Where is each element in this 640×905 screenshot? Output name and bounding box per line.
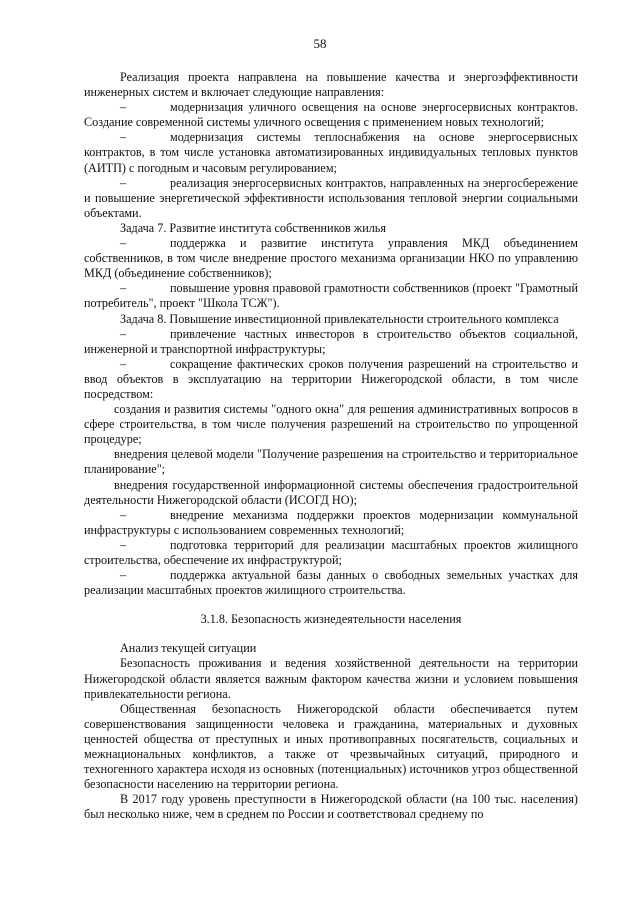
paragraph-text: привлечение частных инвесторов в строительство объектов социальной, инженерной и транспортной инфраструктуры;	[84, 326, 578, 356]
list-item	[84, 176, 578, 221]
paragraph-text: внедрения целевой модели "Получение разрешения на строительство и территориальное планирование";	[84, 447, 578, 477]
list-item	[84, 568, 578, 598]
list-item	[84, 236, 578, 281]
list-item	[84, 538, 578, 568]
list-item	[84, 100, 578, 130]
list-dash: –	[120, 130, 127, 145]
paragraph-text: модернизация системы теплоснабжения на основе энергосервисных контрактов, в том числе установка автоматизированных индивидуальных тепловых пунктов (АИТП) с погодным и часовым регулированием;	[84, 130, 578, 175]
paragraph-text: Реализация проекта направлена на повышение качества и энергоэффективности инженерных систем и включает следующие направления:	[84, 70, 578, 100]
list-dash: –	[120, 236, 127, 251]
paragraph-text: Задача 7. Развитие института собственников жилья	[120, 220, 386, 235]
list-dash: –	[120, 537, 127, 552]
paragraph-text: создания и развития системы "одного окна" для решения административных вопросов в сфере строительства, в том числе получения разрешений на строительство по упрощенной процедуре;	[84, 402, 578, 447]
paragraph-text: поддержка и развитие института управления МКД объединением собственников, в том числе внедрение простого механизма организации НКО по управлению МКД (объединение собственников);	[84, 236, 578, 281]
paragraph	[84, 792, 578, 822]
paragraph-text: модернизация уличного освещения на основе энергосервисных контрактов. Создание современной системы уличного освещения с применением новых технологий;	[84, 100, 578, 130]
list-item	[84, 357, 578, 402]
list-dash: –	[120, 326, 127, 341]
list-dash: –	[120, 175, 127, 190]
list-item	[84, 508, 578, 538]
paragraph-text: Анализ текущей ситуации	[120, 641, 257, 656]
list-dash: –	[120, 356, 127, 371]
list-dash: –	[120, 281, 127, 296]
page-number: 58	[313, 36, 327, 51]
body-text	[84, 70, 578, 823]
paragraph	[84, 70, 578, 100]
paragraph	[84, 478, 578, 508]
paragraph	[84, 402, 578, 447]
paragraph	[84, 447, 578, 477]
paragraph-text: 3.1.8. Безопасность жизнедеятельности населения	[200, 612, 462, 627]
paragraph	[84, 312, 578, 327]
paragraph-text: В 2017 году уровень преступности в Нижегородской области (на 100 тыс. населения) был несколько ниже, чем в среднем по России и соответствовал среднему по	[84, 792, 578, 822]
section-heading	[84, 612, 578, 627]
paragraph-text: внедрение механизма поддержки проектов модернизации коммунальной инфраструктуры с использованием современных технологий;	[84, 507, 578, 537]
list-dash: –	[120, 100, 127, 115]
paragraph-text: подготовка территорий для реализации масштабных проектов жилищного строительства, обеспечение их инфраструктурой;	[84, 537, 578, 567]
paragraph-text: поддержка актуальной базы данных о свободных земельных участках для реализации масштабных проектов жилищного строительства.	[84, 568, 578, 598]
paragraph	[84, 221, 578, 236]
paragraph-text: Общественная безопасность Нижегородской области обеспечивается путем совершенствования защищенности человека и гражданина, материальных и духовных ценностей общества от преступных и иных противоправных посягательств, социальных и межнациональных конфликтов, а также от чрезвычайных ситуаций, природного и техногенного характера исходя из основных (потенциальных) источников угроз общественной безопасности населению на территории региона.	[84, 701, 578, 792]
list-dash: –	[120, 568, 127, 583]
paragraph-text: реализация энергосервисных контрактов, направленных на энергосбережение и повышение энергетической эффективности использования тепловой энергии социальными объектами.	[84, 175, 578, 220]
list-item	[84, 327, 578, 357]
paragraph-text: Безопасность проживания и ведения хозяйственной деятельности на территории Нижегородской области является важным фактором качества жизни и условием повышения привлекательности региона.	[84, 656, 578, 701]
paragraph	[84, 702, 578, 793]
subsection-heading	[84, 641, 578, 656]
paragraph-text: повышение уровня правовой грамотности собственников (проект "Грамотный потребитель", проект "Школа ТСЖ").	[84, 281, 578, 311]
paragraph-text: внедрения государственной информационной системы обеспечения градостроительной деятельности Нижегородской области (ИСОГД НО);	[84, 477, 578, 507]
paragraph-text: Задача 8. Повышение инвестиционной привлекательности строительного комплекса	[120, 311, 559, 326]
list-item	[84, 281, 578, 311]
paragraph-text: сокращение фактических сроков получения разрешений на строительство и ввод объектов в эксплуатацию на территории Нижегородской области, в том числе посредством:	[84, 356, 578, 401]
list-dash: –	[120, 507, 127, 522]
paragraph	[84, 656, 578, 701]
list-item	[84, 130, 578, 175]
